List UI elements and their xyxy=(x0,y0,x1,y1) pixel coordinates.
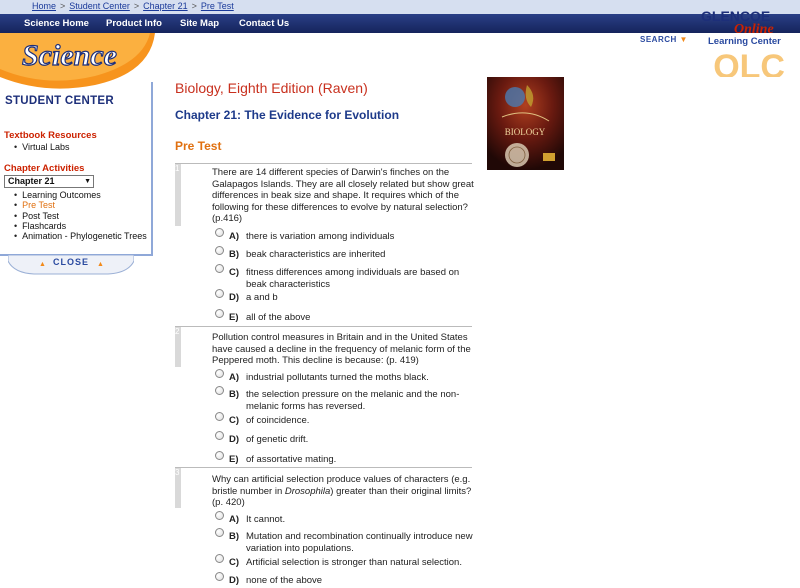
breadcrumb-separator: > xyxy=(133,1,140,11)
close-button[interactable]: CLOSE xyxy=(52,257,89,267)
answer-option[interactable] xyxy=(215,289,475,303)
chapter-select-value: Chapter 21 xyxy=(8,176,55,186)
question-divider xyxy=(175,326,472,327)
learning-center-text: Learning Center xyxy=(708,36,781,47)
book-cover-title: BIOLOGY xyxy=(504,127,546,137)
answer-option[interactable] xyxy=(215,228,475,242)
question-text: There are 14 different species of Darwin's finches on the Galapagos Islands. They are all closely related but show great differences in beak size and shape. It requires which of the following for these differences to evolve by natural selection? (p.416) xyxy=(212,167,474,225)
question-number xyxy=(175,468,181,508)
answer-option[interactable] xyxy=(215,309,475,323)
sidebar-item-flashcards[interactable]: • Flashcards xyxy=(14,221,147,231)
question-text-part: Why can artificial selection produce values of characters (e.g. bristle number in xyxy=(212,474,471,497)
option-text: Mutation and recombination continually introduce new variation into populations. xyxy=(246,531,473,554)
option-letter: D) xyxy=(229,575,240,586)
option-letter: E) xyxy=(229,454,239,465)
option-text: beak characteristics are inherited xyxy=(246,249,386,260)
option-text: a and b xyxy=(246,292,278,303)
breadcrumb-home[interactable]: Home xyxy=(32,1,57,11)
textbook-resources-list xyxy=(14,142,70,152)
option-letter: B) xyxy=(229,531,240,542)
option-text: It cannot. xyxy=(246,514,286,525)
section-title: Pre Test xyxy=(175,139,222,153)
radio-button[interactable] xyxy=(215,451,224,460)
breadcrumb-separator: > xyxy=(191,1,197,11)
search-label: SEARCH xyxy=(640,35,677,44)
option-text: of assortative mating. xyxy=(246,454,337,465)
question-number-label: 3 xyxy=(175,468,180,477)
question-text-italic: Drosophila xyxy=(284,485,331,497)
answer-option[interactable] xyxy=(215,369,475,383)
textbook-resources-heading: Textbook Resources xyxy=(4,130,97,141)
close-left-arrow-icon: ▲ xyxy=(39,261,46,268)
radio-button[interactable] xyxy=(215,246,224,255)
option-text: industrial pollutants turned the moths black. xyxy=(246,372,429,383)
close-right-arrow-icon: ▲ xyxy=(97,261,104,268)
question-divider xyxy=(175,163,472,164)
breadcrumb-bar xyxy=(0,0,800,14)
sidebar-title: STUDENT CENTER xyxy=(5,95,114,107)
sidebar-item-learning-outcomes[interactable]: • Learning Outcomes xyxy=(14,190,147,200)
option-text: fitness differences among individuals are based on beak characteristics xyxy=(246,267,460,290)
sidebar-item-virtual-labs[interactable]: • Virtual Labs xyxy=(14,142,70,152)
answer-option[interactable] xyxy=(215,554,475,568)
top-navigation xyxy=(0,14,800,33)
breadcrumb xyxy=(32,1,234,11)
breadcrumb-separator: > xyxy=(60,1,66,11)
question-number-label: 2 xyxy=(175,327,180,336)
option-text: of coincidence. xyxy=(246,415,310,426)
option-text: all of the above xyxy=(246,312,311,323)
online-text: Online xyxy=(734,22,774,37)
breadcrumb-student-center[interactable]: Student Center xyxy=(69,1,130,11)
breadcrumb-chapter[interactable]: Chapter 21 xyxy=(143,1,188,11)
radio-button[interactable] xyxy=(215,386,224,395)
radio-button[interactable] xyxy=(215,289,224,298)
radio-button[interactable] xyxy=(215,572,224,581)
nav-contact-us[interactable]: Contact Us xyxy=(239,18,290,29)
answer-option[interactable] xyxy=(215,528,475,554)
book-title: Biology, Eighth Edition (Raven) xyxy=(175,80,368,96)
option-letter: C) xyxy=(229,415,240,426)
answer-option[interactable] xyxy=(215,412,475,426)
option-text: none of the above xyxy=(246,575,323,586)
option-letter: B) xyxy=(229,249,240,260)
chevron-down-icon: ▼ xyxy=(84,178,91,185)
question-divider xyxy=(175,467,472,468)
book-cover-image xyxy=(487,77,564,170)
option-letter: D) xyxy=(229,292,240,303)
search-link[interactable] xyxy=(640,35,688,44)
radio-button[interactable] xyxy=(215,369,224,378)
sidebar-item-animation-phylogenetic-trees[interactable]: • Animation - Phylogenetic Trees xyxy=(14,231,147,241)
option-letter: A) xyxy=(229,231,240,242)
radio-button[interactable] xyxy=(215,528,224,537)
radio-button[interactable] xyxy=(215,309,224,318)
question-text-part: ) greater than their original limits? (p. 420) xyxy=(212,485,472,509)
sidebar-item-pre-test[interactable]: • Pre Test xyxy=(14,200,147,210)
radio-button[interactable] xyxy=(215,431,224,440)
answer-option[interactable] xyxy=(215,451,475,465)
answer-option[interactable] xyxy=(215,572,475,586)
answer-option[interactable] xyxy=(215,386,475,412)
option-letter: B) xyxy=(229,389,240,400)
option-letter: E) xyxy=(229,312,239,323)
option-text: Artificial selection is stronger than natural selection. xyxy=(246,557,462,568)
glencoe-text: GLENCOE xyxy=(701,8,771,24)
option-letter: C) xyxy=(229,557,240,568)
nav-science-home[interactable]: Science Home xyxy=(24,18,89,29)
radio-button[interactable] xyxy=(215,511,224,520)
answer-option[interactable] xyxy=(215,246,475,260)
question-number xyxy=(175,327,181,367)
question-number xyxy=(175,164,181,226)
option-letter: A) xyxy=(229,514,240,525)
chapter-title: Chapter 21: The Evidence for Evolution xyxy=(175,108,400,122)
radio-button[interactable] xyxy=(215,412,224,421)
answer-option[interactable] xyxy=(215,431,475,445)
chapter-activities-list xyxy=(14,190,147,241)
glencoe-logo[interactable] xyxy=(690,2,800,77)
nav-site-map[interactable]: Site Map xyxy=(180,18,220,29)
option-text: the selection pressure on the melanic and the non-melanic forms has reversed. xyxy=(246,389,460,412)
radio-button[interactable] xyxy=(215,554,224,563)
radio-button[interactable] xyxy=(215,228,224,237)
sidebar-item-post-test[interactable]: • Post Test xyxy=(14,211,147,221)
option-letter: C) xyxy=(229,267,240,278)
answer-option[interactable] xyxy=(215,264,475,290)
question-text xyxy=(212,474,474,509)
option-letter: A) xyxy=(229,372,240,383)
question-text: Pollution control measures in Britain and in the United States have caused a decline in the frequency of melanic form of the Peppered moth. This decline is because: (p. 419) xyxy=(212,332,471,367)
option-text: there is variation among individuals xyxy=(246,231,395,242)
breadcrumb-pre-test[interactable]: Pre Test xyxy=(200,1,234,11)
chapter-activities-heading: Chapter Activities xyxy=(4,163,85,174)
radio-button[interactable] xyxy=(215,264,224,273)
answer-option[interactable] xyxy=(215,511,475,525)
chapter-select[interactable] xyxy=(4,175,94,188)
question-number-label: 1 xyxy=(175,164,180,173)
option-text: of genetic drift. xyxy=(246,434,309,445)
search-arrow-icon: ▼ xyxy=(679,35,688,44)
nav-product-info[interactable]: Product Info xyxy=(106,18,162,29)
option-letter: D) xyxy=(229,434,240,445)
science-logo-text: Science xyxy=(22,39,117,72)
olc-text: OLC xyxy=(713,48,785,77)
